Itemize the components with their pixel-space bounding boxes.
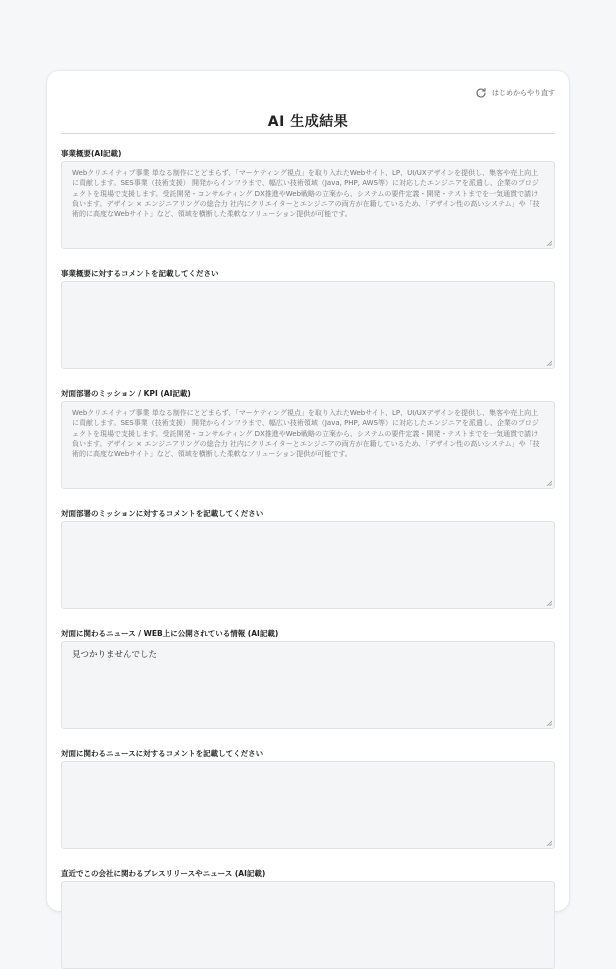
news-comment-textarea[interactable] [61,761,555,849]
mission-comment-textarea[interactable] [61,521,555,609]
resize-handle-icon[interactable] [546,600,552,606]
mission-kpi-textarea[interactable] [61,401,555,489]
press-release-textarea[interactable] [61,881,555,969]
business-overview-text: Webクリエイティブ事業 単なる制作にとどまらず、「マーケティング視点」を取り入れたWebサイト、LP、UI/UXデザインを提供し、集客や売上向上に貢献します。SES事業（技術支援） 開発からインフラまで、幅広い技術領域（Java, PHP, AWS等）に対応したエンジニアを派遣し、企業のプロジェクトを現場で支援します。受託開発・コンサルティング DX推進やWeb戦略の立案から、システムの要件定義・開発・テストまでを一気通貫で請け負います。デザイン × エンジニアリングの総合力 社内にクリエイターとエンジニアの両方が在籍しているため、「デザイン性の高いシステム」や「技術的に高度なWebサイト」など、領域を横断した柔軟なソリューション提供が可能です。 [72,169,540,219]
mission-comment-label: 対面部署のミッションに対するコメントを記載してください [61,509,264,518]
news-textarea[interactable] [61,641,555,729]
page-title: AI 生成結果 [267,114,349,130]
news-text: 見つかりませんでした [72,650,158,660]
mission-kpi-label: 対面部署のミッション / KPI (AI記載) [61,389,191,398]
resize-handle-icon[interactable] [546,480,552,486]
title-divider [61,133,555,134]
business-overview-comment-label: 事業概要に対するコメントを記載してください [61,269,219,278]
resize-handle-icon[interactable] [546,360,552,366]
news-label: 対面に関わるニュース / WEB上に公開されている情報 (AI記載) [61,629,279,638]
business-overview-label: 事業概要(AI記載) [61,149,122,158]
resize-handle-icon[interactable] [546,240,552,246]
business-overview-comment-textarea[interactable] [61,281,555,369]
resize-handle-icon[interactable] [546,840,552,846]
result-card [47,71,569,911]
restart-button[interactable] [475,87,555,99]
news-comment-label: 対面に関わるニュースに対するコメントを記載してください [61,749,264,758]
refresh-icon [475,87,487,99]
press-release-label: 直近でこの会社に関わるプレスリリースやニュース (AI記載) [61,869,266,878]
resize-handle-icon[interactable] [546,720,552,726]
mission-kpi-text: Webクリエイティブ事業 単なる制作にとどまらず、「マーケティング視点」を取り入れたWebサイト、LP、UI/UXデザインを提供し、集客や売上向上に貢献します。SES事業（技術支援） 開発からインフラまで、幅広い技術領域（Java, PHP, AWS等）に対応したエンジニアを派遣し、企業のプロジェクトを現場で支援します。受託開発・コンサルティング DX推進やWeb戦略の立案から、システムの要件定義・開発・テストまでを一気通貫で請け負います。デザイン × エンジニアリングの総合力 社内にクリエイターとエンジニアの両方が在籍しているため、「デザイン性の高いシステム」や「技術的に高度なWebサイト」など、領域を横断した柔軟なソリューション提供が可能です。 [72,409,540,459]
restart-label: はじめからやり直す [492,89,555,97]
business-overview-textarea[interactable] [61,161,555,249]
